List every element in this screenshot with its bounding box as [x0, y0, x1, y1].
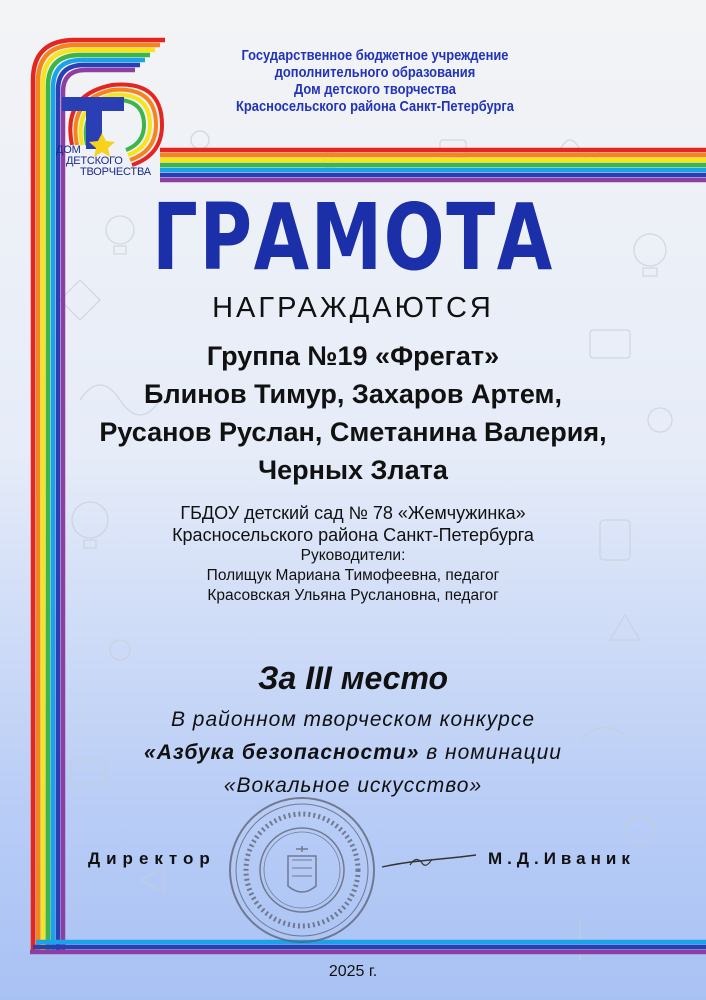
awardees [0, 337, 706, 489]
awardee-line: Блинов Тимур, Захаров Артем, [144, 379, 562, 409]
awarded-label: НАГРАЖДАЮТСЯ [212, 292, 494, 324]
org-line: Красносельского района Санкт-Петербурга [172, 525, 534, 545]
year: 2025 г. [328, 963, 378, 980]
place-award: За III место [257, 660, 449, 696]
awardee-line: Черных Злата [258, 455, 448, 485]
official-stamp [222, 790, 382, 950]
institution-logo [52, 75, 182, 185]
organization-block [0, 502, 706, 606]
logo-text-line2: ДЕТСКОГО [66, 155, 123, 167]
contest-line: В районном творческом конкурсе [170, 708, 536, 731]
leader-line: Красовская Ульяна Руслановна, педагог [207, 587, 499, 604]
logo-text-line1: ДОМ [56, 144, 81, 156]
contest-line: «Вокальное искусство» [223, 774, 483, 797]
signature [380, 845, 480, 875]
awardee-line: Русанов Руслан, Сметанина Валерия, [99, 417, 607, 447]
logo-text-line3: ТВОРЧЕСТВА [80, 166, 151, 178]
header-line: Дом детского творчества [294, 81, 456, 98]
document-title: ГРАМОТА [152, 184, 554, 291]
institution-header [229, 47, 521, 115]
contest-description [0, 703, 706, 802]
header-line: Красносельского района Санкт-Петербурга [236, 98, 514, 115]
contest-name: «Азбука безопасности» [144, 741, 420, 764]
awardee-line: Группа №19 «Фрегат» [206, 341, 500, 371]
header-line: Государственное бюджетное учреждение [241, 47, 509, 64]
contest-line [0, 736, 706, 769]
nomination-prefix: в номинации [419, 741, 562, 764]
leader-line: Полищук Мариана Тимофеевна, педагог [206, 567, 500, 584]
director-label: Директор [88, 849, 216, 868]
header-line: дополнительного образования [274, 64, 476, 81]
director-name: М.Д.Иваник [488, 849, 635, 868]
leaders-label: Руководители: [300, 547, 406, 564]
org-line: ГБДОУ детский сад № 78 «Жемчужинка» [180, 503, 526, 523]
